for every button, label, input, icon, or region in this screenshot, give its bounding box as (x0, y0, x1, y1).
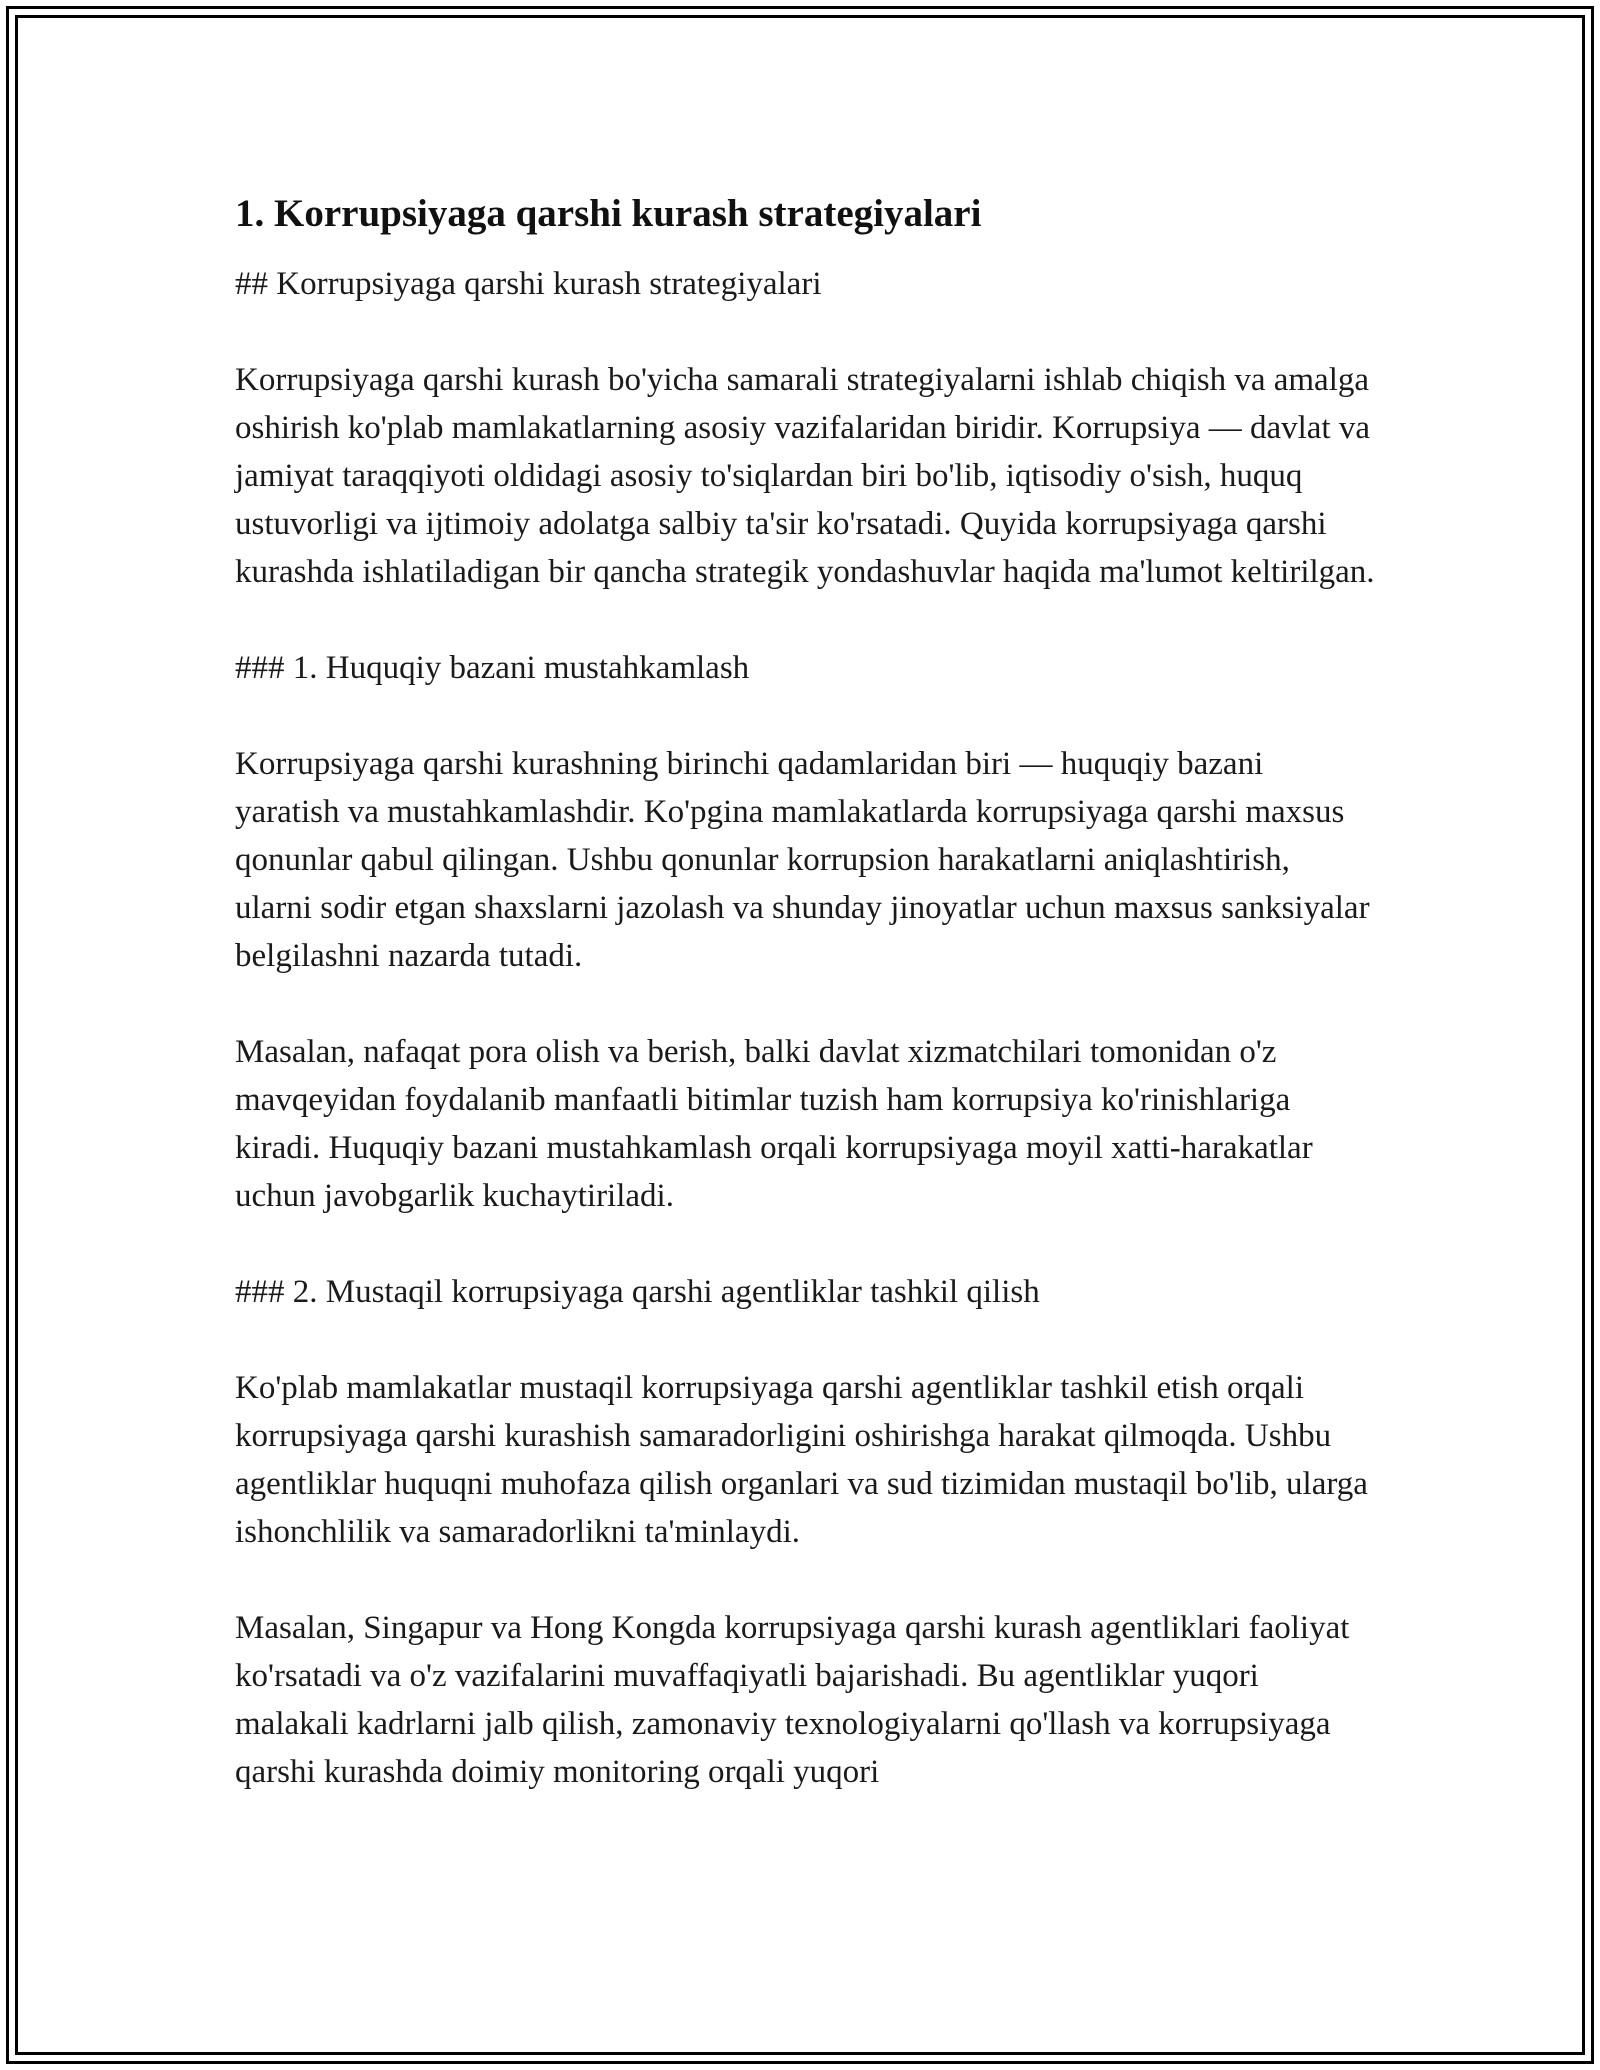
legal-framework-paragraph-2: Masalan, nafaqat pora olish va berish, balki davlat xizmatchilari tomonidan o'z mavqeyidan foydalanib manfaatli bitimlar tuzish ham korrupsiya ko'rinishlariga kiradi. Huquqiy bazani mustahkamlash orqali korrupsiyaga moyil xatti-harakatlar uchun javobgarlik kuchaytiriladi. (235, 1034, 1313, 1214)
page-title: 1. Korrupsiyaga qarshi kurash strategiyalari (235, 192, 982, 235)
section-heading-independent-agencies: ### 2. Mustaqil korrupsiyaga qarshi agentliklar tashkil qilish (235, 1274, 1040, 1310)
agencies-paragraph-2: Masalan, Singapur va Hong Kongda korrupsiyaga qarshi kurash agentliklari faoliyat ko'rsatadi va o'z vazifalarini muvaffaqiyatli bajarishadi. Bu agentliklar yuqori malakali kadrlarni jalb qilish, zamonaviy texnologiyalarni qo'llash va korrupsiyaga qarshi kurashda doimiy monitoring orqali yuqori (235, 1610, 1350, 1790)
agencies-paragraph-1: Ko'plab mamlakatlar mustaqil korrupsiyaga qarshi agentliklar tashkil etish orqali korrupsiyaga qarshi kurashish samaradorligini oshirishga harakat qilmoqda. Ushbu agentliklar huquqni muhofaza qilish organlari va sud tizimidan mustaqil bo'lib, ularga ishonchlilik va samaradorlikni ta'minlaydi. (235, 1370, 1368, 1550)
document-body (235, 188, 1375, 1796)
markdown-heading-main: ## Korrupsiyaga qarshi kurash strategiyalari (235, 266, 822, 302)
section-heading-legal-framework: ### 1. Huquqiy bazani mustahkamlash (235, 650, 750, 686)
intro-paragraph: Korrupsiyaga qarshi kurash bo'yicha samarali strategiyalarni ishlab chiqish va amalga oshirish ko'plab mamlakatlarning asosiy vazifalaridan biridir. Korrupsiya — davlat va jamiyat taraqqiyoti oldidagi asosiy to'siqlardan biri bo'lib, iqtisodiy o'sish, huquq ustuvorligi va ijtimoiy adolatga salbiy ta'sir ko'rsatadi. Quyida korrupsiyaga qarshi kurashda ishlatiladigan bir qancha strategik yondashuvlar haqida ma'lumot keltirilgan. (235, 362, 1375, 590)
legal-framework-paragraph-1: Korrupsiyaga qarshi kurashning birinchi qadamlaridan biri — huquqiy bazani yaratish va mustahkamlashdir. Ko'pgina mamlakatlarda korrupsiyaga qarshi maxsus qonunlar qabul qilingan. Ushbu qonunlar korrupsion harakatlarni aniqlashtirish, ularni sodir etgan shaxslarni jazolash va shunday jinoyatlar uchun maxsus sanksiyalar belgilashni nazarda tutadi. (235, 746, 1370, 974)
